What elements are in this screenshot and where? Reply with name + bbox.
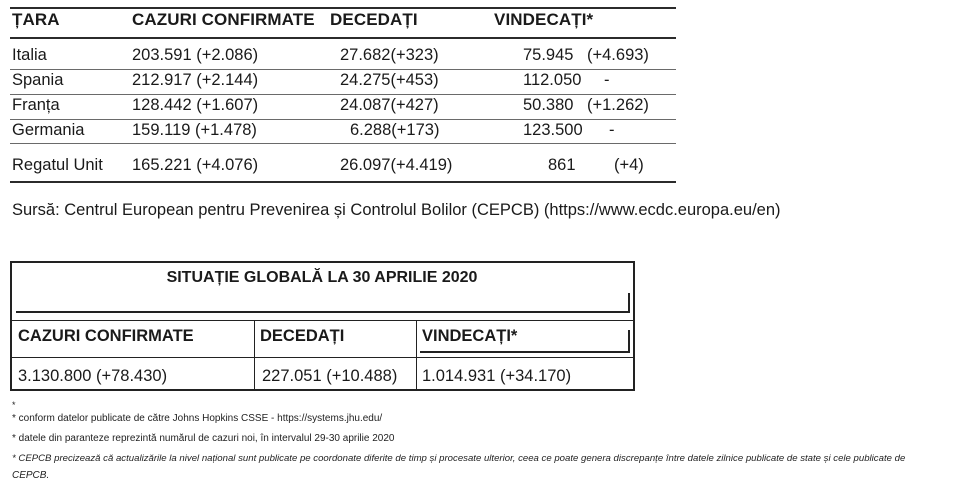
row-regatul-unit-recovered-new: (+4) <box>614 156 644 174</box>
top-table-bottom-rule <box>10 181 676 183</box>
global-header-confirmed: CAZURI CONFIRMATE <box>18 327 194 345</box>
global-value-confirmed: 3.130.800 (+78.430) <box>18 367 168 385</box>
note-line-2: * datele din paranteze reprezintă numărul de cazuri noi, în intervalul 29-30 aprilie 2020 <box>12 433 395 444</box>
row-italia-recovered: 75.945 <box>523 46 574 64</box>
row-italia-country: Italia <box>12 46 47 64</box>
row-italia-recovered-new: (+4.693) <box>587 46 649 64</box>
row-franta-recovered-new: (+1.262) <box>587 96 649 114</box>
row-franta-country: Franța <box>12 96 60 114</box>
row-germania-deaths: 6.288(+173) <box>350 121 440 139</box>
row-germania-recovered-new: - <box>609 121 615 139</box>
row-spania-deaths: 24.275(+453) <box>340 71 439 89</box>
row-spania-recovered: 112.050 <box>523 71 582 89</box>
row-germania-recovered: 123.500 <box>523 121 583 139</box>
note-line-3: * CEPCB precizează că actualizările la nivel național sunt publicate pe coordonate diferite de timp și procesate ulterior, ceea ce poate genera discrepanțe între datele zilnice publicate de state și cele publicate de <box>12 453 906 464</box>
global-header-deaths: DECEDAȚI <box>260 327 345 345</box>
row-germania-confirmed: 159.119 (+1.478) <box>132 121 257 139</box>
row-regatul-unit-deaths: 26.097(+4.419) <box>340 156 453 174</box>
row-regatul-unit-country: Regatul Unit <box>12 156 103 174</box>
global-header-underline <box>420 351 630 353</box>
global-table-border <box>10 261 635 263</box>
row-franta-confirmed: 128.442 (+1.607) <box>132 96 259 114</box>
row-germania-country: Germania <box>12 121 85 139</box>
note-line-1: * conform datelor publicate de către Johns Hopkins CSSE - https://systems.jhu.edu/ <box>12 413 383 424</box>
header-country: ȚARA <box>12 10 60 29</box>
row-separator <box>10 69 676 70</box>
row-separator <box>10 143 676 144</box>
row-regatul-unit-recovered: 861 <box>548 156 576 174</box>
row-franta-deaths: 24.087(+427) <box>340 96 439 114</box>
row-franta-recovered: 50.380 <box>523 96 574 114</box>
global-value-recovered: 1.014.931 (+34.170) <box>422 367 572 385</box>
row-spania-confirmed: 212.917 (+2.144) <box>132 71 259 89</box>
top-table-top-rule <box>10 7 676 9</box>
row-separator <box>10 94 676 95</box>
global-header-rule <box>10 320 635 321</box>
note-line-4: CEPCB. <box>12 470 50 481</box>
row-spania-country: Spania <box>12 71 64 89</box>
row-spania-recovered-new: - <box>604 71 610 89</box>
global-col-divider <box>254 320 255 391</box>
notes-star: * <box>12 400 16 410</box>
global-table-border <box>633 261 635 391</box>
row-italia-confirmed: 203.591 (+2.086) <box>132 46 259 64</box>
header-confirmed: CAZURI CONFIRMATE <box>132 10 315 29</box>
global-col-divider <box>416 320 417 391</box>
global-header-rule <box>10 357 635 358</box>
global-header-underline-tick <box>628 330 630 353</box>
row-separator <box>10 119 676 120</box>
global-header-recovered: VINDECAȚI* <box>422 327 518 345</box>
global-title-underline <box>16 311 630 313</box>
header-recovered: VINDECAȚI* <box>494 10 594 29</box>
row-italia-deaths: 27.682(+323) <box>340 46 439 64</box>
global-title-underline-tick <box>628 293 630 313</box>
global-table-title: SITUAȚIE GLOBALĂ LA 30 APRILIE 2020 <box>166 269 478 286</box>
row-regatul-unit-confirmed: 165.221 (+4.076) <box>132 156 259 174</box>
top-table-header-rule <box>10 37 676 39</box>
header-deaths: DECEDAȚI <box>330 10 418 29</box>
source-text: Sursă: Centrul European pentru Prevenirea și Controlul Bolilor (CEPCB) (https://www.ecdc.europa.eu/en) <box>12 201 781 219</box>
global-table-border <box>10 389 635 391</box>
global-value-deaths: 227.051 (+10.488) <box>262 367 398 385</box>
